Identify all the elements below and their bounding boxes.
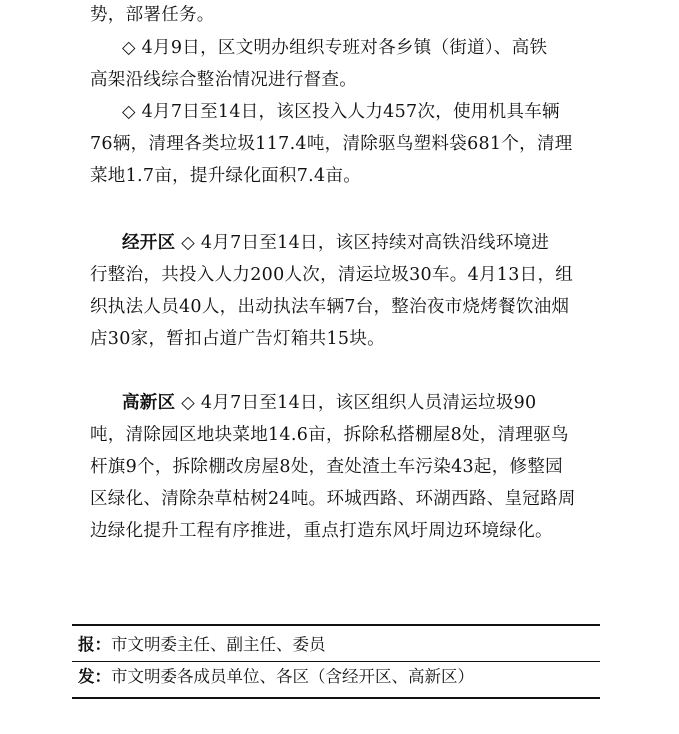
- paragraph-line: [122, 388, 637, 418]
- paragraph-line: 菜地1.7亩，提升绿化面积7.4亩。: [90, 166, 362, 186]
- paragraph-line: 织执法人员40人，出动执法车辆7台，整治夜市烧烤餐饮油烟: [90, 297, 570, 317]
- district-name: 经开区: [122, 233, 176, 253]
- paragraph-line: 势，部署任务。: [90, 5, 215, 25]
- footer-report-line: [78, 633, 326, 657]
- district-name: 高新区: [122, 393, 176, 413]
- paragraph-line: [122, 228, 637, 258]
- footer-mid-rule: [72, 661, 600, 662]
- paragraph-line: 行整治，共投入人力200人次，清运垃圾30车。4月13日，组: [90, 265, 574, 285]
- paragraph-line: 吨，清除园区地块菜地14.6亩，拆除私搭棚屋8处，清理驱鸟: [90, 425, 569, 445]
- send-label: 发：: [78, 667, 111, 686]
- paragraph-line: 高架沿线综合整治情况进行督查。: [90, 70, 357, 90]
- report-label: 报：: [78, 635, 111, 654]
- paragraph-text: ◇ 4月7日至14日，该区持续对高铁沿线环境进: [175, 233, 550, 253]
- paragraph-line: 边绿化提升工程有序推进，重点打造东风圩周边环境绿化。: [90, 521, 553, 541]
- paragraph-line: 店30家，暂扣占道广告灯箱共15块。: [90, 329, 385, 349]
- send-text: 市文明委各成员单位、各区（含经开区、高新区）: [111, 667, 474, 686]
- paragraph-text: ◇ 4月7日至14日，该区组织人员清运垃圾90: [175, 393, 537, 413]
- footer-top-rule: [72, 624, 600, 626]
- report-text: 市文明委主任、副主任、委员: [111, 635, 326, 654]
- footer-bottom-rule: [72, 697, 600, 699]
- paragraph-line: ◇ 4月7日至14日，该区投入人力457次，使用机具车辆: [122, 102, 560, 122]
- footer-send-line: [78, 665, 474, 689]
- paragraph-line: 区绿化、清除杂草枯树24吨。环城西路、环湖西路、皇冠路周: [90, 489, 576, 509]
- paragraph-line: 76辆，清理各类垃圾117.4吨，清除驱鸟塑料袋681个，清理: [90, 134, 573, 154]
- paragraph-line: 杆旗9个，拆除棚改房屋8处，查处渣土车污染43起，修整园: [90, 457, 563, 477]
- paragraph-line: ◇ 4月9日，区文明办组织专班对各乡镇（街道）、高铁: [122, 38, 548, 58]
